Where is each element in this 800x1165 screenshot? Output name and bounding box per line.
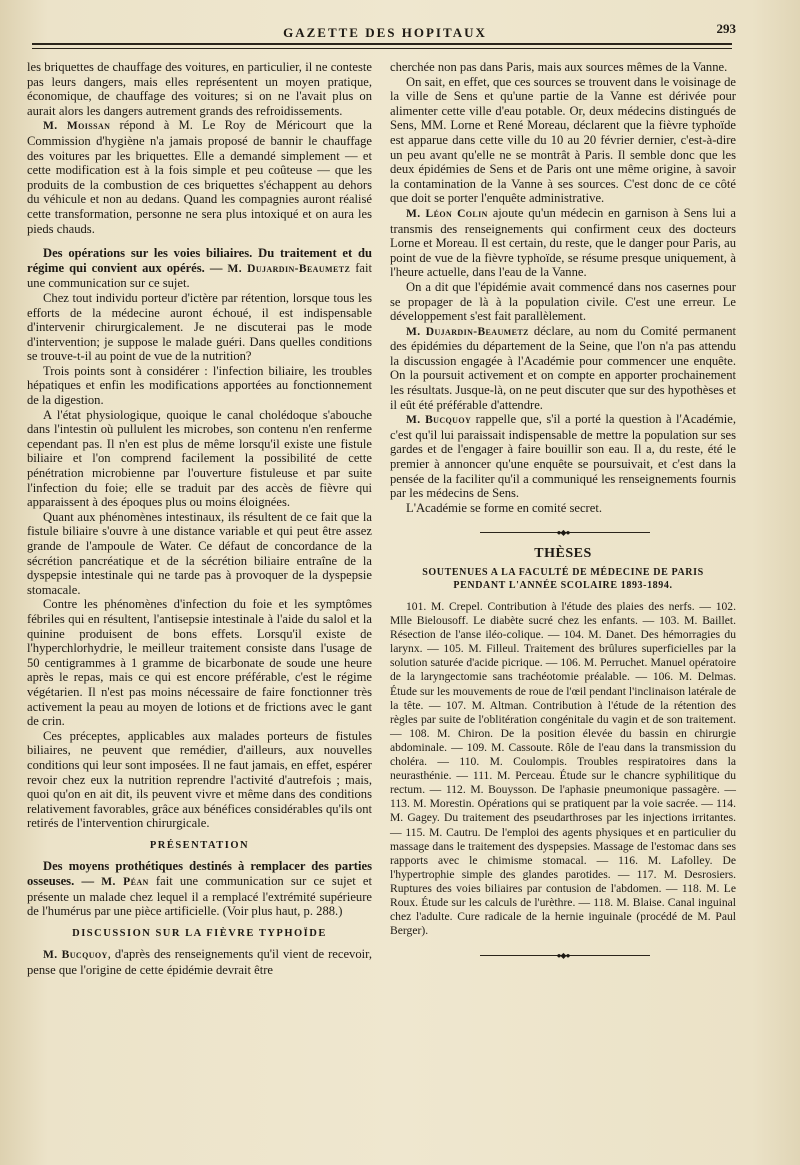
paragraph: On a dit que l'épidémie avait commencé dans nos casernes pour se propager de là à la population civile. C'est une erreur. Le développement s'est fait parallèlement.	[390, 279, 736, 324]
speaker-name: M. Dujardin-Beaumetz	[406, 325, 529, 338]
paragraph: A l'état physiologique, quoique le canal cholédoque s'abouche dans l'intestin où pullulent les microbes, son contenu n'en renferme cependant pas. Il n'en est plus de même lorsqu'il existe une fistule biliaire et l'on comprend facilement la possibilité de cette pénétration microbienne par l'ouverture fistuleuse et par suite l'infection du foie; elle se traduit par des accès de fièvre qui apparaissent à des époques plus ou moins éloignées.	[27, 407, 372, 510]
theses-list: 101. M. Crepel. Contribution à l'étude des plaies des nerfs. — 102. Mlle Bielousoff. Le diabète sucré chez les enfants. — 103. M. Baillet. Résection de l'anse iléo-colique. — 104. M. Danet. Des hémorragies du larynx. — 105. M. Filleul. Traitement des brûlures superficielles par la solution saturée d'acide picrique. — 106. M. Perruchet. Manuel opératoire de la laryngectomie sans trachéotomie préalable. — 106. M. Delmas. Étude sur les mouvements de roue de l'œil pendant l'inclinaison latérale de la tête. — 107. M. Altman. Contribution à l'étude de la rétention des règles par suite de l'oblitération congénitale du vagin et de son traitement. — 108. M. Chiron. De la position élevée du bassin en chirurgie abdominale. — 109. M. Cassoute. Rôle de l'eau dans la transmission du choléra. — 110. M. Coulompis. Troubles respiratoires dans la neurasthénie. — 111. M. Perceau. Étude sur le chancre syphilitique du rectum. — 112. M. Bouysson. De l'aphasie pneumonique passagère. — 113. M. Morestin. Opérations qui se pratiquent par la voie sacrée. — 114. M. Gagey. Du traitement des pseudarthroses par les injections irritantes. — 115. M. Cautru. De l'emploi des agents physiques et en particulier du massage dans le traitement des dyspepsies. Massage de l'estomac dans ses rapports avec le chimisme stomacal. — 116. M. Lafolley. De l'hypertrophie simple des glandes parotides. — 117. M. Desrosiers. Ruptures des voies biliaires par contusion de l'abdomen. — 118. M. Le Roux. Étude sur les calculs de l'urèthre. — 118. M. Blaise. Canal inguinal chez l'adulte. Cure radicale de la hernie inguinale (procédé de M. Paul Berger).	[390, 600, 736, 938]
paragraph: L'Académie se forme en comité secret.	[406, 500, 602, 515]
ornamental-separator	[390, 946, 736, 964]
page-number: 293	[716, 21, 736, 36]
paragraph-text: rappelle que, s'il a porté la question à l'Académie, c'est qu'il lui paraissait indispensable de mettre la population sur ses gardes et de l'engager à faire bouillir son eau. Il a, du reste, été le premier à annoncer qu'une enquête se poursuivait, et c'est dans la pensée de la faciliter qu'il a communiqué les renseignements fournis par les médecins de Sens.	[390, 412, 736, 501]
paragraph: On sait, en effet, que ces sources se trouvent dans le voisinage de la ville de Sens et qu'une partie de la Vanne est dérivée pour alimenter cette ville d'eau potable. Or, deux médecins distingués de Sens, MM. Lorne et René Moreau, déclarent que la fièvre typhoïde est apparue dans cette ville du 10 au 20 février dernier, c'est-à-dire un peu avant qu'elle ne se montrât à Paris. Il semble donc que les deux épidémies de Sens et de Paris ont une même origine, à savoir la contamination de la Vanne à ses sources. C'est donc de ce côté que doit se porter l'enquête administrative.	[390, 74, 736, 206]
speaker-name: M. Bucquoy	[406, 414, 472, 427]
paragraph: Trois points sont à considérer : l'infection biliaire, les troubles hépatiques et enfin les modifications apportées au fonctionnement de la digestion.	[27, 363, 372, 408]
speaker-name: M. Bucquoy	[43, 949, 108, 962]
paragraph	[27, 947, 372, 977]
speaker-name: M. Moissan	[43, 120, 111, 133]
right-column	[390, 60, 736, 968]
left-column	[27, 60, 372, 978]
ornamental-separator	[390, 523, 736, 541]
paragraph: Contre les phénomènes d'infection du foie et les symptômes fébriles qui en résultent, l'antisepsie intestinale à l'aide du salol et la quinine produisent de bons effets. Lorsqu'il existe de l'hyperchlorhydrie, le meilleur traitement consiste dans l'usage de 50 centigrammes à 1 gramme de bicarbonate de soude une heure après le repas, mais ce qui est encore préférable, c'est le régime végétarien. Il n'est pas moins nécessaire de faire fonctionner très activement la peau au moyen de lotions et de frictions avec le gant de crin.	[27, 597, 372, 729]
header-rule-thin	[32, 48, 732, 49]
paragraph: les briquettes de chauffage des voitures, en particulier, il ne conteste pas leurs dangers, mais elles représentent un moyen pratique, économique, de chauffage des voitures; si on ne l'avait plus on aurait alors les dangers autrement grands des refroidissements.	[27, 60, 372, 118]
section-heading-discussion: DISCUSSION SUR LA FIÈVRE TYPHOÏDE	[72, 927, 327, 939]
paragraph-text: déclare, au nom du Comité permanent des épidémies du département de la Seine, que l'on n'a pas attendu la discussion engagée à l'Académie pour commencer une enquête. On la poursuit activement et on compte en apporter prochainement les résultats. Jusque-là, on ne peut discuter que sur des hypothèses et il eût été préférable d'attendre.	[390, 323, 736, 412]
article-title: Des moyens prothétiques destinés à remplacer des parties osseuses. —	[27, 859, 372, 889]
paragraph: Quant aux phénomènes intestinaux, ils résultent de ce fait que la fistule biliaire s'ouvre à une distance variable et qui peut être assez grande de l'ampoule de Water. Ce défaut de concordance de la sécrétion pancréatique et de la sécrétion biliaire entraîne de la dyspepsie intestinale qui ne tarde pas à provoquer de la dyspepsie stomacale.	[27, 509, 372, 597]
article-title: Des opérations sur les voies biliaires. Du traitement et du régime qui convient aux opérés. —	[27, 246, 372, 275]
paragraph: cherchée non pas dans Paris, mais aux sources mêmes de la Vanne.	[390, 60, 728, 74]
paragraph: Chez tout individu porteur d'ictère par rétention, lorsque tous les efforts de la médecine auront échoué, il est indispensable d'intervenir chirurgicalement. Je ne discuterai pas le mode d'intervention; je suppose le malade guéri. Dans quelles conditions se trouve-t-il au point de vue de la nutrition?	[27, 290, 372, 364]
paragraph	[390, 206, 736, 280]
ornament-icon: ●◆●	[556, 951, 570, 961]
paragraph	[390, 412, 736, 501]
header-rule	[32, 43, 732, 45]
paragraph	[390, 324, 736, 413]
ornament-icon: ●◆●	[556, 528, 570, 538]
speaker-name: M. Péan	[101, 876, 149, 889]
journal-title: GAZETTE DES HOPITAUX	[283, 25, 487, 40]
article-heading	[27, 859, 372, 918]
section-subtitle-theses: SOUTENUES A LA FACULTÉ DE MÉDECINE DE PARIS PENDANT L'ANNÉE SCOLAIRE 1893-1894.	[422, 567, 704, 591]
paragraph-text: ajoute qu'un médecin en garnison à Sens lui a transmis des renseignements qui confirment ceux des docteurs Lorne et Moreau. Il est certain, du reste, que le danger pour Paris, au point de vue de la fièvre typhoïde, se résume presque uniquement, à l'heure actuelle, dans l'eau de la Vanne.	[390, 205, 736, 280]
paragraph	[27, 118, 372, 236]
article-heading	[27, 246, 372, 291]
speaker-name: M. Dujardin-Beaumetz	[227, 262, 351, 275]
section-title-theses: THÈSES	[534, 546, 592, 562]
paragraph-text: répond à M. Le Roy de Méricourt que la Commission d'hygiène n'a jamais proposé de bannir le chauffage des voitures par les briquettes. Elle a demandé simplement — et cette modification est à la fois simple et peu coûteuse — que les produits de la combustion de ces briquettes s'échappent au dehors du véhicule et non au dedans. Quand les compagnies auront réalisé cette transformation, personne ne sera plus intoxiqué et on aura les pieds chauds.	[27, 118, 372, 236]
paragraph-text: fait une communication sur ce sujet et présente un malade chez lequel il a remplacé l'extrémité supérieure de l'humérus par une pièce artificielle. (Voir plus haut, p. 288.)	[27, 874, 373, 919]
paragraph: Ces préceptes, applicables aux malades porteurs de fistules biliaires, ne peuvent que remédier, d'ailleurs, aux nouvelles conditions qui leur sont imposées. Il ne faut jamais, en effet, espérer revoir chez eux la nutrition reprendre l'activité d'autrefois ; mais, quoi qu'on en ait dit, ils peuvent vivre et même dans des conditions relativement favorables, grâce aux bénéfices considérables qu'ils ont retirés de l'intervention chirurgicale.	[27, 728, 372, 831]
speaker-name: M. Léon Colin	[406, 207, 488, 220]
paragraph-text: , d'après des renseignements qu'il vient de recevoir, pense que l'origine de cette épidémie devrait être	[27, 947, 372, 978]
section-heading-presentation: PRÉSENTATION	[149, 839, 250, 851]
paragraph-text: fait une communication sur ce sujet.	[27, 260, 373, 291]
